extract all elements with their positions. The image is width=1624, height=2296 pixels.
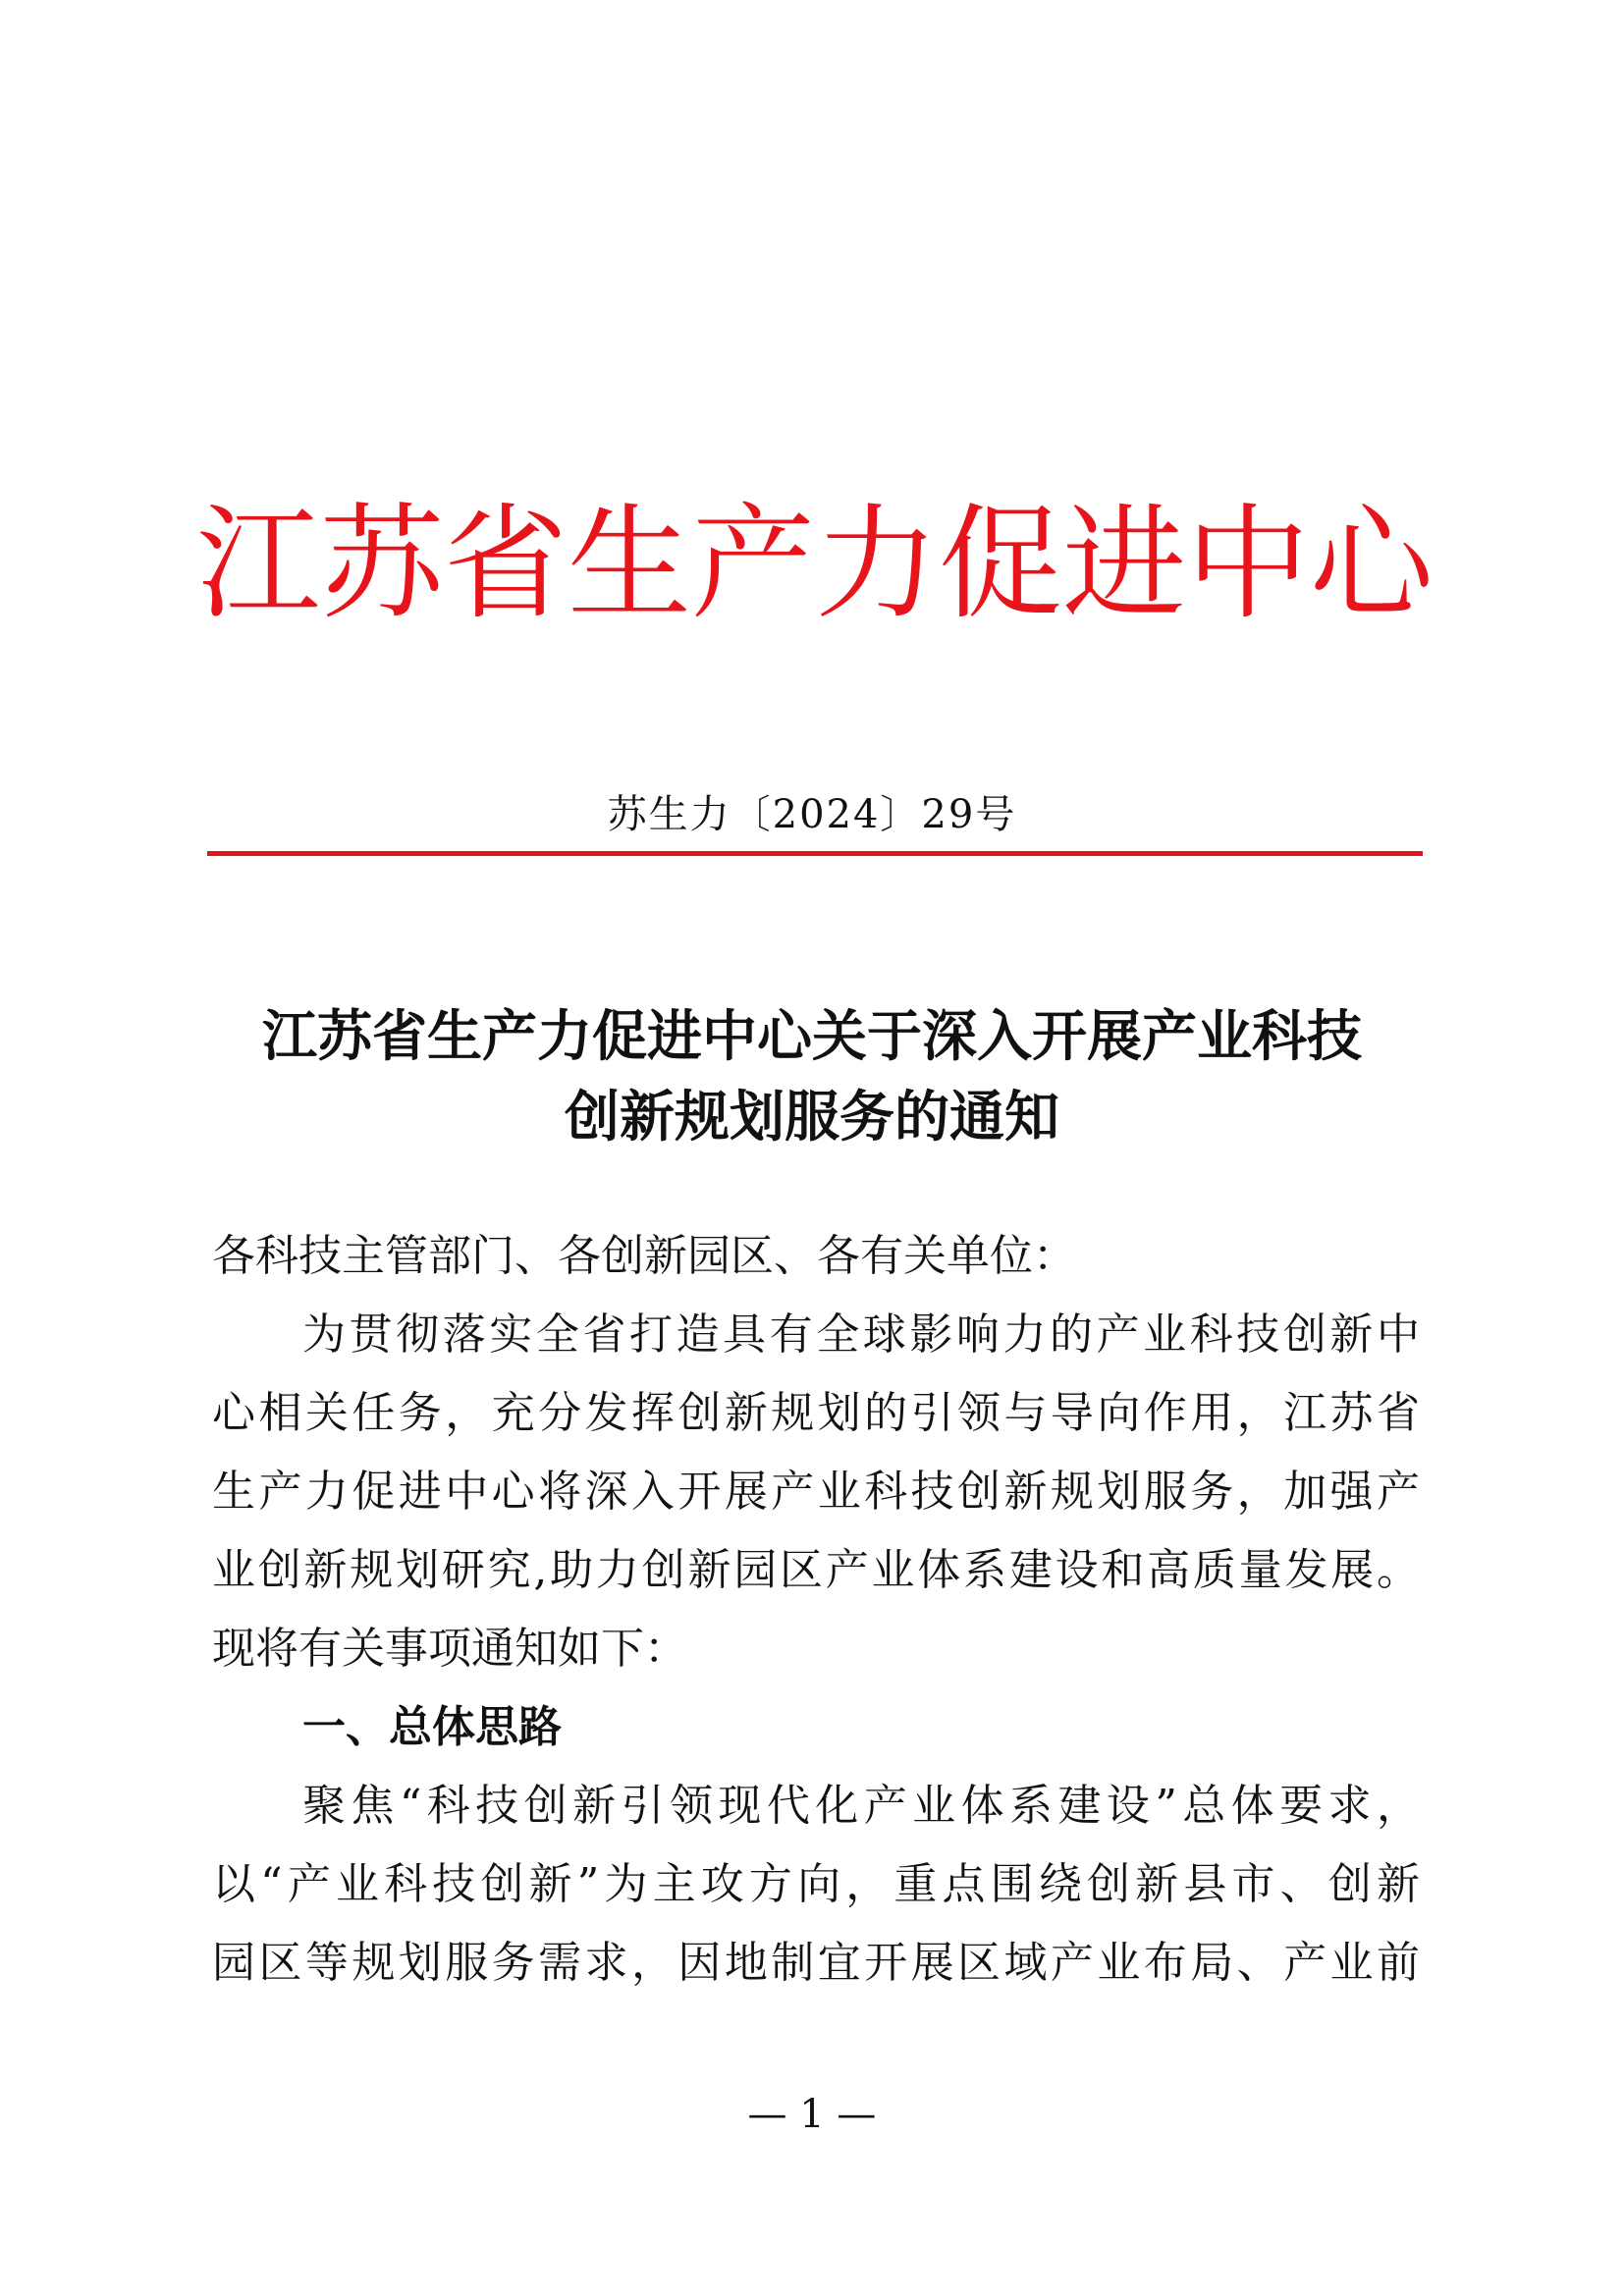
paragraph-line: 生产力促进中心将深入开展产业科技创新规划服务，加强产 <box>212 1467 1420 1517</box>
paragraph-line: 聚焦“科技创新引领现代化产业体系建设”总体要求， <box>302 1781 1420 1831</box>
notice-title-line: 创新规划服务的通知 <box>565 1085 1059 1149</box>
paragraph-line: 心相关任务，充分发挥创新规划的引领与导向作用，江苏省 <box>212 1388 1420 1438</box>
paragraph-line: 以“产业科技创新”为主攻方向，重点围绕创新县市、创新 <box>212 1859 1420 1909</box>
section-heading: 一、总体思路 <box>302 1702 562 1752</box>
paragraph-line: 园区等规划服务需求，因地制宜开展区域产业布局、产业前 <box>212 1938 1420 1988</box>
addressee-line: 各科技主管部门、各创新园区、各有关单位： <box>212 1231 1076 1281</box>
document-body <box>212 1217 1420 2002</box>
red-divider-line <box>207 851 1423 856</box>
document-number: 苏生力〔2024〕29号 <box>607 792 1017 837</box>
paragraph-line: 现将有关事项通知如下： <box>212 1624 687 1674</box>
paragraph-line: 业创新规划研究,助力创新园区产业体系建设和高质量发展。 <box>212 1545 1420 1595</box>
paragraph-line: 为贯彻落实全省打造具有全球影响力的产业科技创新中 <box>302 1309 1420 1360</box>
notice-title-line: 江苏省生产力促进中心关于深入开展产业科技 <box>262 1004 1362 1069</box>
organization-masthead: 江苏省生产力促进中心 <box>196 492 1434 636</box>
notice-title <box>196 996 1428 1157</box>
page-number: — 1 — <box>747 2092 877 2137</box>
